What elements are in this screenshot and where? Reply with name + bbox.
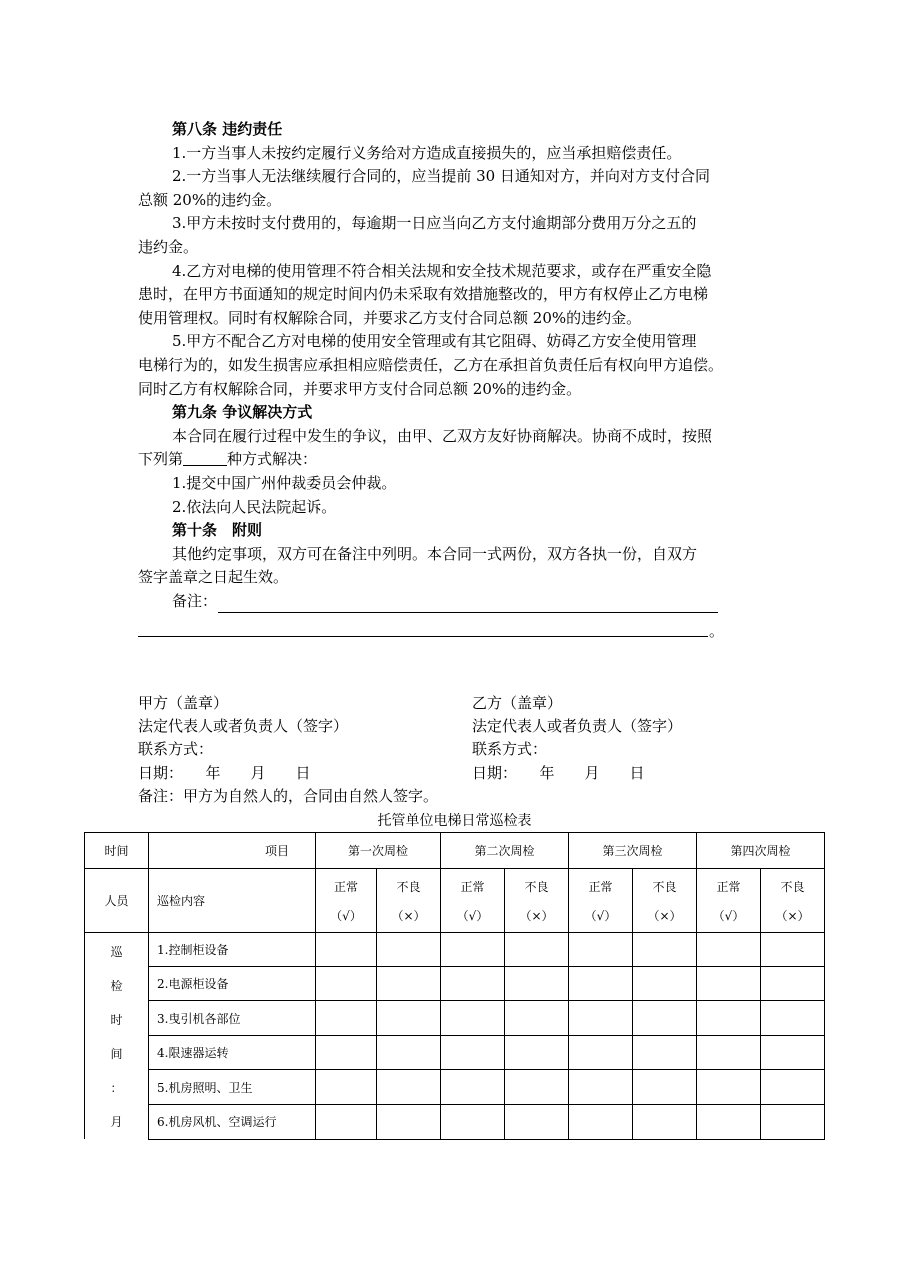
cross-mark: （×） bbox=[519, 908, 554, 923]
check-cell[interactable] bbox=[441, 1001, 505, 1036]
check-cell[interactable] bbox=[569, 1001, 633, 1036]
remark-field-line[interactable] bbox=[138, 636, 708, 637]
check-cell[interactable] bbox=[441, 967, 505, 1001]
check-cell[interactable] bbox=[633, 933, 697, 967]
check-cell[interactable] bbox=[761, 1070, 825, 1105]
party-b-date: 日期： 年 月 日 bbox=[472, 763, 645, 782]
check-mark: （√） bbox=[456, 908, 489, 923]
text: 下列第 bbox=[138, 450, 184, 469]
party-a-date: 日期： 年 月 日 bbox=[138, 763, 311, 782]
side-char: 月 bbox=[110, 1115, 123, 1129]
party-b-seal: 乙方（盖章） bbox=[472, 694, 563, 712]
check-cell[interactable] bbox=[441, 1070, 505, 1105]
section-10-heading: 第十条 附则 bbox=[172, 521, 263, 540]
remark-label: 备注： bbox=[172, 591, 218, 610]
check-cell[interactable] bbox=[761, 967, 825, 1001]
week-4-header: 第四次周检 bbox=[697, 833, 825, 869]
party-a-signature-block bbox=[138, 692, 348, 785]
section-9-heading: 第九条 争议解决方式 bbox=[172, 403, 313, 422]
check-cell[interactable] bbox=[761, 1105, 825, 1139]
side-char: 巡 bbox=[110, 945, 123, 959]
paragraph: 违约金。 bbox=[138, 237, 199, 256]
paragraph: 其他约定事项，双方可在备注中列明。本合同一式两份，双方各执一份，自双方 bbox=[172, 544, 698, 563]
normal-header bbox=[316, 869, 377, 933]
party-b-contact: 联系方式： bbox=[472, 740, 548, 759]
check-cell[interactable] bbox=[316, 967, 377, 1001]
paragraph: 1.提交中国广州仲裁委员会仲裁。 bbox=[172, 473, 397, 492]
header-time: 时间 bbox=[85, 833, 149, 869]
table-row-label: 1.控制柜设备 bbox=[149, 933, 316, 967]
check-cell[interactable] bbox=[697, 933, 761, 967]
signature-note: 备注：甲方为自然人的，合同由自然人签字。 bbox=[138, 787, 439, 805]
check-cell[interactable] bbox=[761, 933, 825, 967]
check-cell[interactable] bbox=[316, 1036, 377, 1070]
paragraph: 同时乙方有权解除合同，并要求甲方支付合同总额 20%的违约金。 bbox=[138, 379, 582, 398]
bad-label: 不良 bbox=[780, 879, 805, 894]
header-item: 项目 bbox=[149, 833, 316, 869]
normal-header bbox=[569, 869, 633, 933]
check-cell[interactable] bbox=[377, 967, 441, 1001]
check-cell[interactable] bbox=[377, 1036, 441, 1070]
check-cell[interactable] bbox=[761, 1036, 825, 1070]
side-char: ： bbox=[110, 1081, 123, 1095]
remark-field-line[interactable] bbox=[218, 612, 718, 613]
bad-label: 不良 bbox=[524, 879, 549, 894]
inspection-time-label bbox=[85, 933, 149, 1140]
check-cell[interactable] bbox=[505, 1070, 569, 1105]
check-cell[interactable] bbox=[505, 1105, 569, 1139]
check-mark: （√） bbox=[330, 908, 362, 923]
side-char: 检 bbox=[110, 979, 123, 993]
check-cell[interactable] bbox=[377, 1105, 441, 1139]
paragraph: 本合同在履行过程中发生的争议，由甲、乙双方友好协商解决。协商不成时，按照 bbox=[172, 426, 713, 445]
check-cell[interactable] bbox=[697, 967, 761, 1001]
check-cell[interactable] bbox=[633, 967, 697, 1001]
party-a-rep: 法定代表人或者负责人（签字） bbox=[138, 717, 349, 736]
check-cell[interactable] bbox=[633, 1036, 697, 1070]
party-b-signature-block bbox=[472, 692, 682, 785]
table-title: 托管单位电梯日常巡检表 bbox=[377, 813, 532, 829]
check-cell[interactable] bbox=[316, 1070, 377, 1105]
contract-text bbox=[138, 118, 788, 613]
check-cell[interactable] bbox=[316, 1001, 377, 1036]
cross-mark: （×） bbox=[391, 908, 426, 923]
paragraph: 使用管理权。同时有权解除合同，并要求乙方支付合同总额 20%的违约金。 bbox=[138, 308, 642, 327]
check-cell[interactable] bbox=[569, 1105, 633, 1139]
check-cell[interactable] bbox=[505, 1001, 569, 1036]
week-1-header: 第一次周检 bbox=[316, 833, 441, 869]
normal-label: 正常 bbox=[460, 879, 485, 894]
paragraph: 患时，在甲方书面通知的规定时间内仍未采取有效措施整改的，甲方有权停止乙方电梯 bbox=[138, 285, 709, 304]
check-cell[interactable] bbox=[697, 1070, 761, 1105]
check-cell[interactable] bbox=[633, 1105, 697, 1139]
party-b-rep: 法定代表人或者负责人（签字） bbox=[472, 717, 683, 736]
normal-label: 正常 bbox=[588, 879, 613, 894]
check-cell[interactable] bbox=[569, 1070, 633, 1105]
check-cell[interactable] bbox=[441, 1105, 505, 1139]
text: 种方式解决： bbox=[227, 450, 318, 469]
party-a-seal: 甲方（盖章） bbox=[138, 694, 229, 712]
paragraph: 总额 20%的违约金。 bbox=[138, 190, 282, 209]
check-cell[interactable] bbox=[505, 933, 569, 967]
bad-header bbox=[505, 869, 569, 933]
normal-header bbox=[697, 869, 761, 933]
paragraph: 2.依法向人民法院起诉。 bbox=[172, 497, 337, 516]
check-cell[interactable] bbox=[569, 933, 633, 967]
check-mark: （√） bbox=[584, 908, 617, 923]
check-cell[interactable] bbox=[569, 1036, 633, 1070]
check-cell[interactable] bbox=[441, 933, 505, 967]
bad-header bbox=[761, 869, 825, 933]
inspection-table bbox=[84, 832, 825, 1140]
paragraph: 4.乙方对电梯的使用管理不符合相关法规和安全技术规范要求，或存在严重安全隐 bbox=[172, 261, 712, 280]
check-cell[interactable] bbox=[316, 1105, 377, 1139]
normal-label: 正常 bbox=[716, 879, 741, 894]
check-cell[interactable] bbox=[697, 1105, 761, 1139]
bad-label: 不良 bbox=[396, 879, 421, 894]
side-char: 间 bbox=[110, 1047, 123, 1061]
table-row-label: 2.电源柜设备 bbox=[149, 967, 316, 1001]
week-3-header: 第三次周检 bbox=[569, 833, 697, 869]
normal-label: 正常 bbox=[333, 879, 358, 894]
paragraph: 5.甲方不配合乙方对电梯的使用安全管理或有其它阻碍、妨碍乙方安全使用管理 bbox=[172, 332, 697, 351]
bad-label: 不良 bbox=[652, 879, 677, 894]
cross-mark: （×） bbox=[775, 908, 810, 923]
check-cell[interactable] bbox=[633, 1070, 697, 1105]
check-cell[interactable] bbox=[633, 1001, 697, 1036]
check-cell[interactable] bbox=[697, 1036, 761, 1070]
check-cell[interactable] bbox=[697, 1001, 761, 1036]
paragraph bbox=[138, 448, 788, 472]
side-char: 时 bbox=[110, 1013, 123, 1027]
check-cell[interactable] bbox=[377, 1070, 441, 1105]
section-8-heading: 第八条 违约责任 bbox=[172, 120, 283, 138]
week-2-header: 第二次周检 bbox=[441, 833, 569, 869]
header-person: 人员 bbox=[85, 869, 149, 933]
remark-end-mark: 。 bbox=[709, 622, 725, 640]
check-cell[interactable] bbox=[316, 933, 377, 967]
check-cell[interactable] bbox=[441, 1036, 505, 1070]
check-mark: （√） bbox=[712, 908, 745, 923]
table-row-label: 4.限速器运转 bbox=[149, 1036, 316, 1070]
paragraph: 1.一方当事人未按约定履行义务给对方造成直接损失的，应当承担赔偿责任。 bbox=[172, 143, 682, 162]
paragraph: 电梯行为的，如发生损害应承担相应赔偿责任，乙方在承担首负责任后有权向甲方追偿。 bbox=[138, 355, 724, 374]
paragraph: 3.甲方未按时支付费用的，每逾期一日应当向乙方支付逾期部分费用万分之五的 bbox=[172, 214, 697, 233]
check-cell[interactable] bbox=[377, 933, 441, 967]
paragraph: 2.一方当事人无法继续履行合同的，应当提前 30 日通知对方，并向对方支付合同 bbox=[172, 167, 710, 186]
table-row-label: 6.机房风机、空调运行 bbox=[149, 1105, 316, 1139]
check-cell[interactable] bbox=[569, 967, 633, 1001]
check-cell[interactable] bbox=[505, 967, 569, 1001]
normal-header bbox=[441, 869, 505, 933]
cross-mark: （×） bbox=[647, 908, 682, 923]
check-cell[interactable] bbox=[761, 1001, 825, 1036]
party-a-contact: 联系方式： bbox=[138, 740, 214, 759]
table-row-label: 5.机房照明、卫生 bbox=[149, 1070, 316, 1105]
table-row-label: 3.曳引机各部位 bbox=[149, 1001, 316, 1036]
check-cell[interactable] bbox=[505, 1036, 569, 1070]
bad-header bbox=[377, 869, 441, 933]
bad-header bbox=[633, 869, 697, 933]
header-content: 巡检内容 bbox=[149, 869, 316, 933]
paragraph: 签字盖章之日起生效。 bbox=[138, 568, 289, 587]
fill-in-blank[interactable] bbox=[183, 451, 227, 466]
check-cell[interactable] bbox=[377, 1001, 441, 1036]
